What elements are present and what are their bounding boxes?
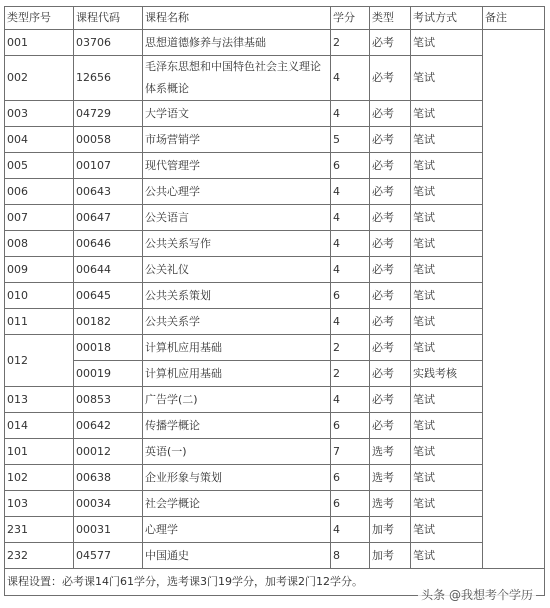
cell-seq: 011 xyxy=(5,309,74,335)
table-row xyxy=(5,465,545,491)
table-row xyxy=(5,517,545,543)
cell-type: 必考 xyxy=(370,361,411,387)
cell-credit: 4 xyxy=(331,231,370,257)
header-exam: 考试方式 xyxy=(411,7,483,30)
table-row xyxy=(5,153,545,179)
cell-seq: 102 xyxy=(5,465,74,491)
cell-exam: 笔试 xyxy=(411,127,483,153)
cell-seq: 009 xyxy=(5,257,74,283)
cell-code: 00019 xyxy=(74,361,143,387)
cell-seq: 005 xyxy=(5,153,74,179)
cell-credit: 7 xyxy=(331,439,370,465)
cell-name: 思想道德修养与法律基础 xyxy=(143,30,331,56)
table-row xyxy=(5,309,545,335)
cell-exam: 笔试 xyxy=(411,543,483,569)
cell-exam: 笔试 xyxy=(411,335,483,361)
cell-code: 00018 xyxy=(74,335,143,361)
course-summary: 课程设置：必考课14门61学分，选考课3门19学分，加考课2门12学分。 xyxy=(5,569,545,596)
header-credit: 学分 xyxy=(331,7,370,30)
cell-exam: 笔试 xyxy=(411,205,483,231)
table-row xyxy=(5,231,545,257)
cell-credit: 2 xyxy=(331,361,370,387)
cell-exam: 笔试 xyxy=(411,283,483,309)
cell-credit: 4 xyxy=(331,257,370,283)
cell-type: 必考 xyxy=(370,127,411,153)
cell-type: 必考 xyxy=(370,387,411,413)
cell-exam: 实践考核 xyxy=(411,361,483,387)
cell-type: 必考 xyxy=(370,413,411,439)
cell-exam: 笔试 xyxy=(411,309,483,335)
cell-name: 公共关系策划 xyxy=(143,283,331,309)
cell-name: 英语(一) xyxy=(143,439,331,465)
cell-name: 公关礼仪 xyxy=(143,257,331,283)
cell-seq: 001 xyxy=(5,30,74,56)
cell-exam: 笔试 xyxy=(411,465,483,491)
cell-type: 必考 xyxy=(370,309,411,335)
cell-credit: 4 xyxy=(331,56,370,101)
table-row xyxy=(5,491,545,517)
cell-code: 00644 xyxy=(74,257,143,283)
cell-name: 中国通史 xyxy=(143,543,331,569)
cell-code: 00642 xyxy=(74,413,143,439)
cell-code: 00647 xyxy=(74,205,143,231)
cell-code: 00646 xyxy=(74,231,143,257)
cell-type: 必考 xyxy=(370,231,411,257)
cell-credit: 8 xyxy=(331,543,370,569)
cell-exam: 笔试 xyxy=(411,101,483,127)
table-row xyxy=(5,56,545,101)
cell-seq: 008 xyxy=(5,231,74,257)
cell-credit: 4 xyxy=(331,101,370,127)
cell-exam: 笔试 xyxy=(411,179,483,205)
cell-seq: 232 xyxy=(5,543,74,569)
cell-name: 传播学概论 xyxy=(143,413,331,439)
cell-type: 必考 xyxy=(370,101,411,127)
cell-code: 00853 xyxy=(74,387,143,413)
cell-name: 社会学概论 xyxy=(143,491,331,517)
cell-exam: 笔试 xyxy=(411,439,483,465)
cell-credit: 2 xyxy=(331,335,370,361)
cell-code: 12656 xyxy=(74,56,143,101)
cell-seq: 013 xyxy=(5,387,74,413)
cell-type: 加考 xyxy=(370,517,411,543)
cell-exam: 笔试 xyxy=(411,517,483,543)
header-code: 课程代码 xyxy=(74,7,143,30)
cell-name: 计算机应用基础 xyxy=(143,361,331,387)
cell-seq: 101 xyxy=(5,439,74,465)
cell-type: 必考 xyxy=(370,257,411,283)
table-row xyxy=(5,101,545,127)
cell-code: 00034 xyxy=(74,491,143,517)
cell-name: 计算机应用基础 xyxy=(143,335,331,361)
cell-code: 00107 xyxy=(74,153,143,179)
cell-type: 必考 xyxy=(370,179,411,205)
cell-type: 选考 xyxy=(370,491,411,517)
table-row xyxy=(5,205,545,231)
cell-code: 00182 xyxy=(74,309,143,335)
cell-exam: 笔试 xyxy=(411,413,483,439)
cell-type: 选考 xyxy=(370,465,411,491)
cell-name: 现代管理学 xyxy=(143,153,331,179)
table-row xyxy=(5,283,545,309)
cell-code: 00031 xyxy=(74,517,143,543)
cell-code: 00645 xyxy=(74,283,143,309)
cell-seq: 004 xyxy=(5,127,74,153)
cell-credit: 6 xyxy=(331,491,370,517)
cell-seq: 007 xyxy=(5,205,74,231)
header-name: 课程名称 xyxy=(143,7,331,30)
cell-name: 大学语文 xyxy=(143,101,331,127)
cell-type: 必考 xyxy=(370,56,411,101)
cell-seq: 006 xyxy=(5,179,74,205)
cell-seq: 231 xyxy=(5,517,74,543)
cell-code: 04729 xyxy=(74,101,143,127)
cell-exam: 笔试 xyxy=(411,153,483,179)
cell-name: 公关语言 xyxy=(143,205,331,231)
cell-type: 必考 xyxy=(370,335,411,361)
cell-credit: 6 xyxy=(331,413,370,439)
cell-code: 00643 xyxy=(74,179,143,205)
table-row xyxy=(5,127,545,153)
cell-seq: 014 xyxy=(5,413,74,439)
cell-credit: 4 xyxy=(331,517,370,543)
cell-seq: 002 xyxy=(5,56,74,101)
cell-seq: 012 xyxy=(5,335,74,387)
cell-seq: 010 xyxy=(5,283,74,309)
table-row xyxy=(5,335,545,361)
table-row xyxy=(5,179,545,205)
cell-name: 公共关系写作 xyxy=(143,231,331,257)
cell-credit: 6 xyxy=(331,283,370,309)
cell-credit: 4 xyxy=(331,179,370,205)
table-row xyxy=(5,361,545,387)
cell-code: 00638 xyxy=(74,465,143,491)
watermark: 头条 @我想考个学历 xyxy=(418,586,536,603)
cell-exam: 笔试 xyxy=(411,387,483,413)
table-row xyxy=(5,439,545,465)
cell-type: 必考 xyxy=(370,30,411,56)
cell-credit: 4 xyxy=(331,387,370,413)
cell-credit: 6 xyxy=(331,153,370,179)
cell-name: 企业形象与策划 xyxy=(143,465,331,491)
cell-name: 心理学 xyxy=(143,517,331,543)
cell-name: 广告学(二) xyxy=(143,387,331,413)
cell-type: 必考 xyxy=(370,153,411,179)
cell-exam: 笔试 xyxy=(411,231,483,257)
cell-seq: 003 xyxy=(5,101,74,127)
cell-credit: 4 xyxy=(331,205,370,231)
cell-exam: 笔试 xyxy=(411,491,483,517)
table-row xyxy=(5,413,545,439)
cell-seq: 103 xyxy=(5,491,74,517)
cell-type: 加考 xyxy=(370,543,411,569)
header-seq: 类型序号 xyxy=(5,7,74,30)
cell-type: 必考 xyxy=(370,283,411,309)
course-table xyxy=(4,6,545,596)
cell-type: 必考 xyxy=(370,205,411,231)
cell-code: 03706 xyxy=(74,30,143,56)
cell-note xyxy=(483,30,545,569)
header-type: 类型 xyxy=(370,7,411,30)
cell-exam: 笔试 xyxy=(411,30,483,56)
cell-code: 04577 xyxy=(74,543,143,569)
cell-credit: 2 xyxy=(331,30,370,56)
cell-credit: 6 xyxy=(331,465,370,491)
cell-credit: 5 xyxy=(331,127,370,153)
header-note: 备注 xyxy=(483,7,545,30)
cell-name: 公共关系学 xyxy=(143,309,331,335)
table-row xyxy=(5,543,545,569)
cell-exam: 笔试 xyxy=(411,56,483,101)
cell-name: 市场营销学 xyxy=(143,127,331,153)
cell-code: 00012 xyxy=(74,439,143,465)
header-row xyxy=(5,7,545,30)
cell-exam: 笔试 xyxy=(411,257,483,283)
cell-name: 毛泽东思想和中国特色社会主义理论体系概论 xyxy=(143,56,331,101)
cell-type: 选考 xyxy=(370,439,411,465)
cell-code: 00058 xyxy=(74,127,143,153)
table-row xyxy=(5,30,545,56)
cell-credit: 4 xyxy=(331,309,370,335)
table-row xyxy=(5,387,545,413)
cell-name: 公共心理学 xyxy=(143,179,331,205)
table-row xyxy=(5,257,545,283)
